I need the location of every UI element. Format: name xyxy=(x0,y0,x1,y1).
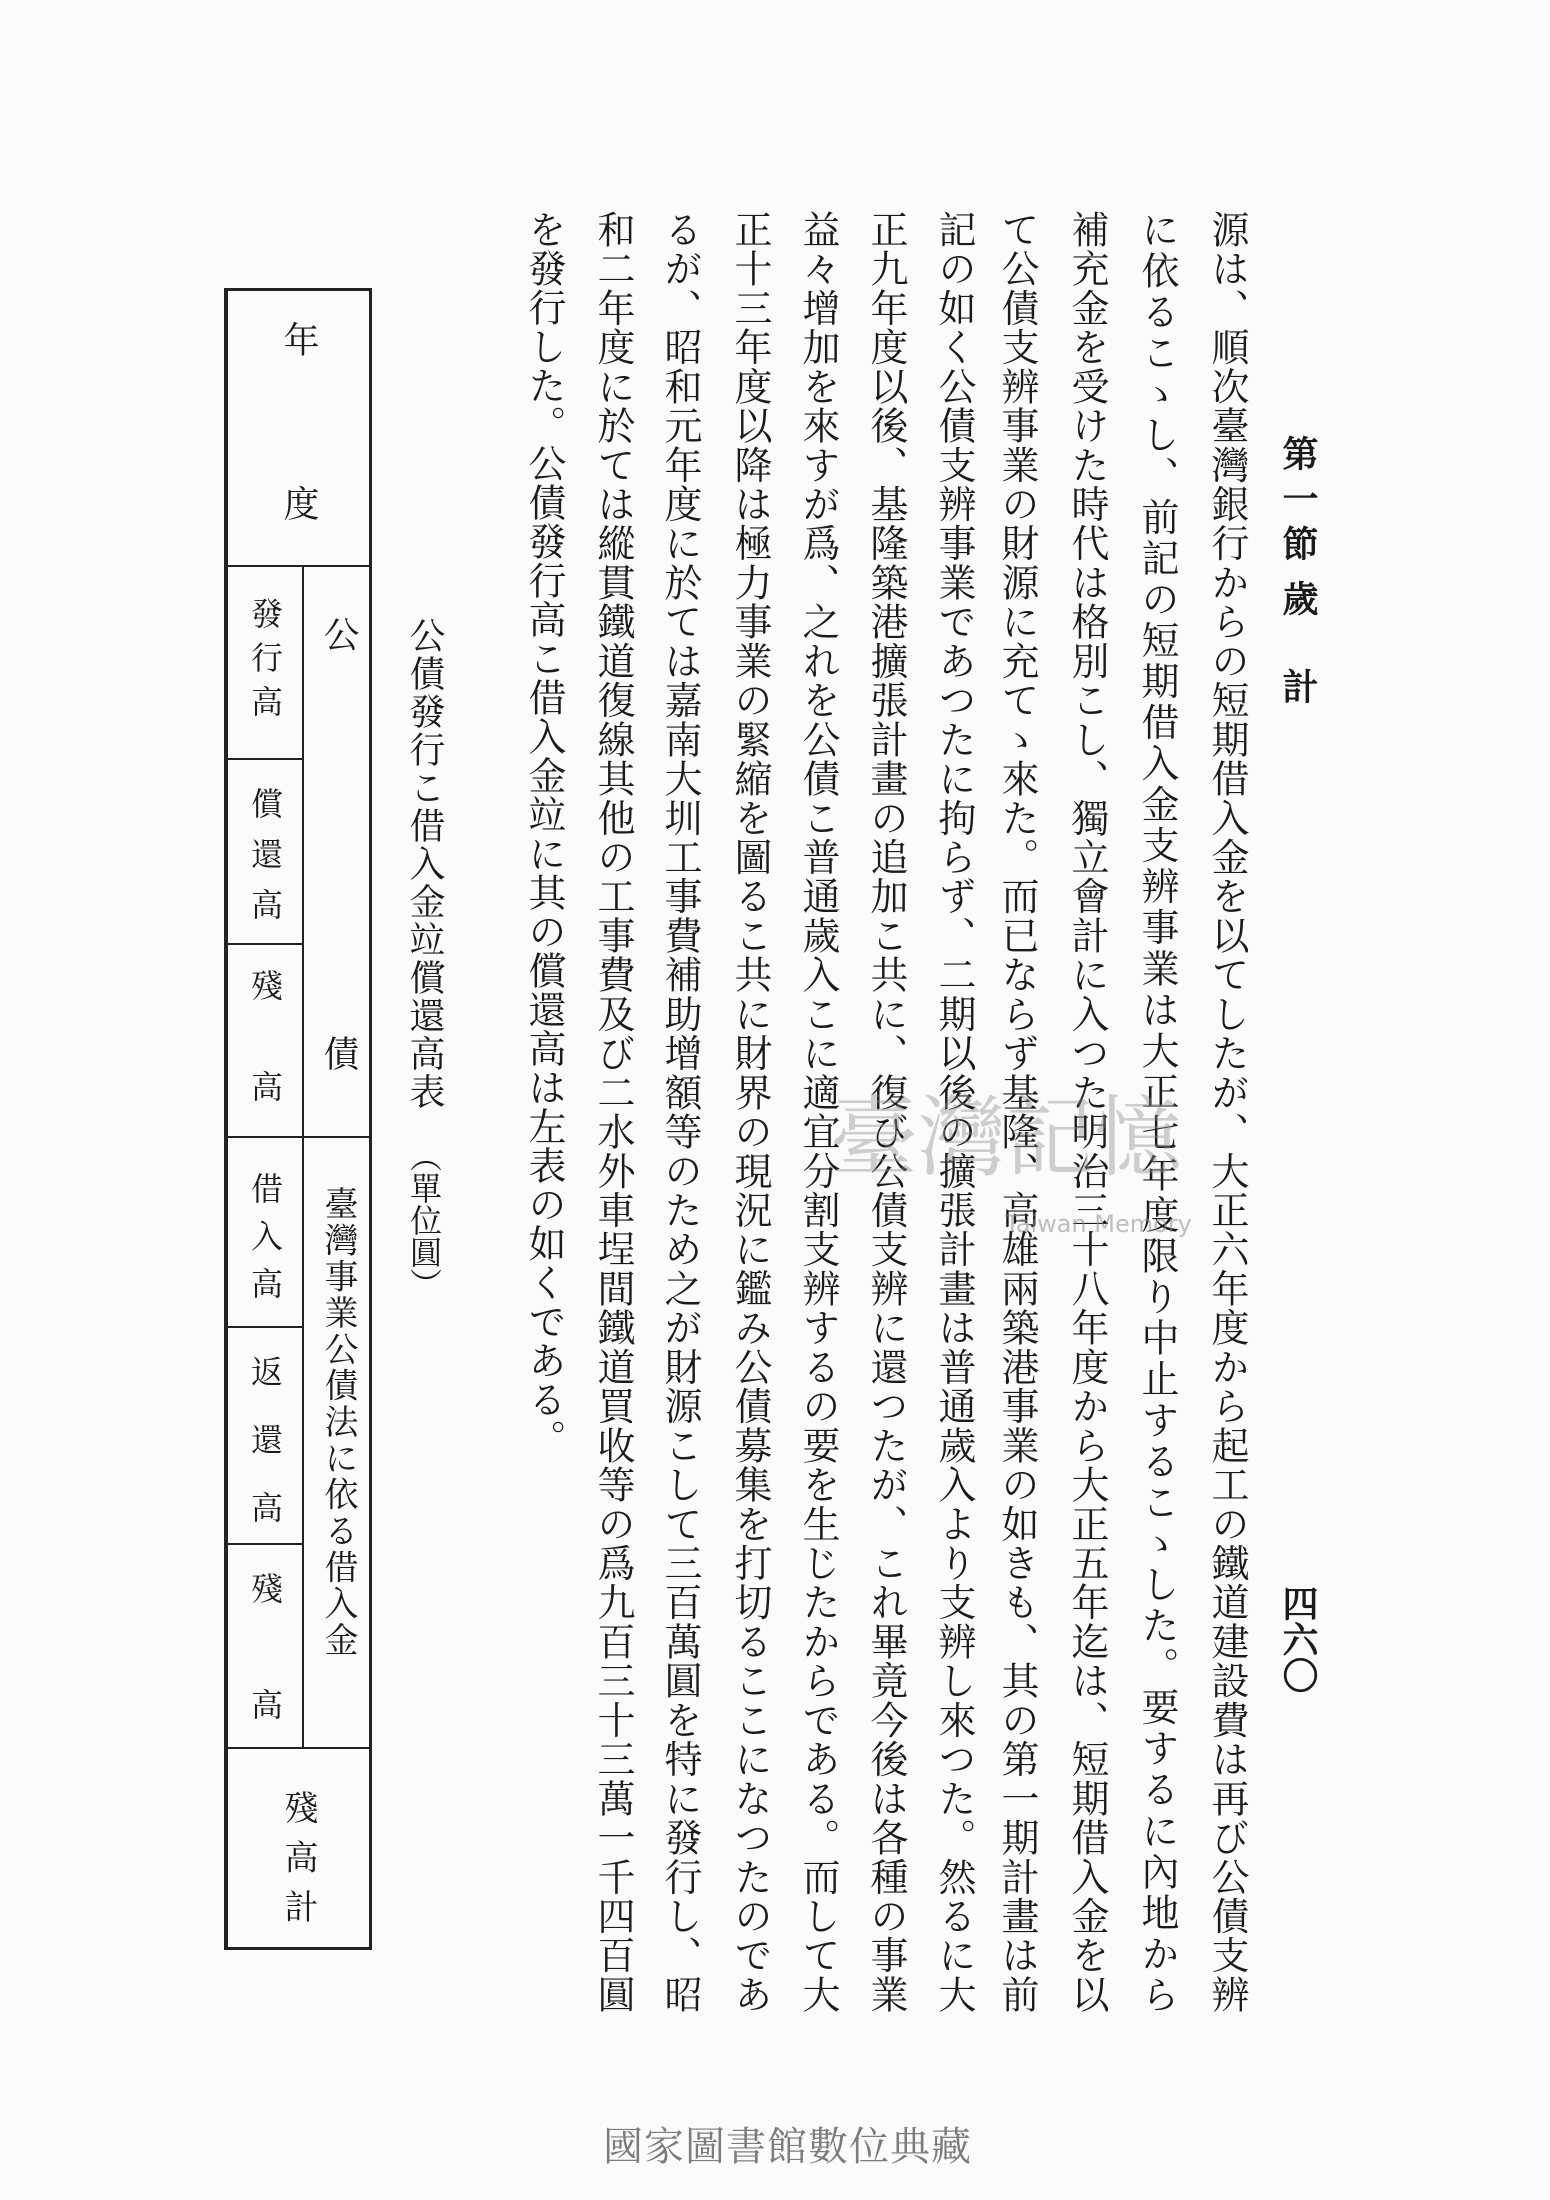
archive-credit: 國家圖書館數位典藏 xyxy=(603,2124,972,2170)
chapter-title: 歲計 xyxy=(1277,580,1319,704)
body-column-9: るが、昭和元年度に於ては嘉南大圳工事費補助增額等のため之が財源こして三百萬圓を特に發行し、昭 xyxy=(658,210,702,2013)
body-column-11: を發行した。公債發行高こ借入金竝に其の償還高は左表の如くである。 xyxy=(522,210,566,1458)
total-balance-header: 殘高計 xyxy=(278,1790,318,1923)
body-column-5: 記の如く公債支辨事業であつたに拘らず、二期以後の擴張計畫は普通歲入より支辨し來つた。然るに大 xyxy=(932,210,976,2013)
section-heading: 第一節 xyxy=(1277,435,1319,561)
bonds-issued-header: 發行高 xyxy=(246,597,284,717)
table-rule xyxy=(228,1326,303,1328)
table-rule xyxy=(228,943,303,945)
bonds-balance-header: 殘高 xyxy=(246,969,284,1102)
body-column-2: に依るこゝし、前記の短期借入金支辨事業は大正七年度限り中止するこゝした。要するに內地から xyxy=(1135,210,1179,2013)
loans-balance-header: 殘高 xyxy=(246,1572,284,1720)
loans-repaid-header: 返還高 xyxy=(246,1355,284,1523)
table-rule xyxy=(228,1543,303,1545)
bonds-redeemed-header: 償還高 xyxy=(246,787,284,920)
table-rule xyxy=(228,1136,369,1138)
loans-header: 臺灣事業公債法に依る借入金 xyxy=(318,1186,358,1656)
body-column-1: 源は、順次臺灣銀行からの短期借入金を以てしたが、大正六年度から起工の鐵道建設費は再び公債支辨 xyxy=(1205,210,1249,2013)
page-number: 四六〇 xyxy=(1277,1585,1319,1693)
table-rule xyxy=(228,758,303,760)
bond-loan-table xyxy=(224,288,372,1950)
table-rule xyxy=(302,565,304,1749)
table-rule xyxy=(228,565,369,567)
body-column-8: 正十三年度以降は極力事業の緊縮を圖るこ共に財界の現況に鑑み公債募集を打切るここになつたのであ xyxy=(728,210,772,2013)
table-rule xyxy=(228,1747,369,1749)
body-column-7: 益々增加を來すが爲、之れを公債こ普通歲入こに適宜分割支辨するの要を生じたからである。而して大 xyxy=(796,210,840,2013)
public-bonds-header: 公債 xyxy=(318,616,359,1071)
year-header: 年度 xyxy=(278,321,319,521)
watermark-logo: 臺灣記憶 xyxy=(830,1086,1183,1189)
table-unit: （單位圓） xyxy=(405,1140,443,1300)
loans-borrowed-header: 借入高 xyxy=(246,1172,284,1299)
body-column-3: 補充金を受けた時代は格別こし、獨立會計に入つた明治三十八年度から大正五年迄は、短期借入金を以 xyxy=(1065,210,1109,2014)
body-column-6: 正九年度以後、基隆築港擴張計畫の追加こ共に、復び公債支辨に還つたが、これ畢竟今後は各種の事業 xyxy=(864,210,908,2013)
watermark-logo-english: Taiwan Memory xyxy=(1005,1210,1192,1238)
table-title: 公債發行こ借入金竝償還高表 xyxy=(404,617,445,1111)
body-column-10: 和二年度に於ては縱貫鐵道復線其他の工事費及び二水外車埕間鐵道買收等の爲九百三十三萬一千四百圓 xyxy=(591,210,635,2013)
body-column-4: て公債支辨事業の財源に充てゝ來た。而已ならず基隆、高雄兩築港事業の如きも、其の第一期計畫は前 xyxy=(995,210,1039,2013)
